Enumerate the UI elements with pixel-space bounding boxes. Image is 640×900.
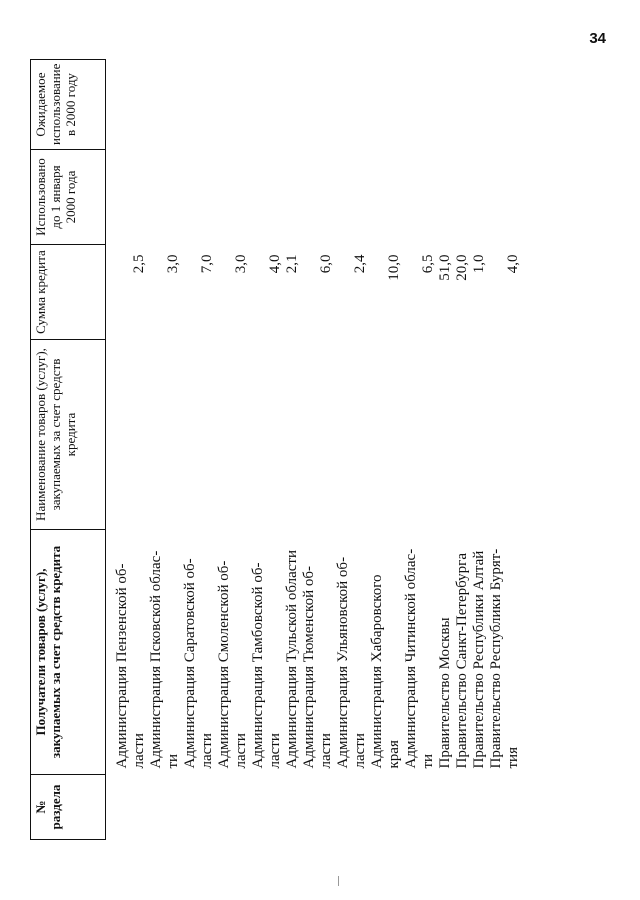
section-cell — [106, 775, 582, 840]
amount-value: 2,5 — [131, 254, 147, 274]
amount-value: 20,0 — [454, 254, 470, 281]
header-used: Использовано до 1 января 2000 года — [31, 150, 106, 245]
list-item: Администрация Читинской облас- ти — [403, 548, 436, 769]
list-item: Администрация Смоленской об- ласти — [216, 560, 249, 769]
list-item: Администрация Пензенской об- ласти — [114, 563, 147, 769]
list-item: Администрация Хабаровского края — [369, 574, 402, 769]
amount-value: 2,1 — [284, 254, 300, 274]
list-item: Правительство Москвы — [437, 617, 453, 769]
list-item: Правительство Республики Алтай — [471, 550, 487, 769]
list-item: Правительство Республики Бурят- тия — [488, 548, 521, 769]
list-item: Администрация Тамбовской об- ласти — [250, 562, 283, 769]
budget-table — [30, 59, 581, 840]
amount-value: 4,0 — [505, 254, 521, 274]
amount-value: 6,5 — [420, 254, 436, 274]
used-cell — [106, 150, 582, 245]
expected-cell — [106, 60, 582, 150]
recipients-cell — [106, 530, 582, 775]
scan-mark — [338, 876, 339, 886]
list-item: Администрация Ульяновской об- ласти — [335, 556, 368, 769]
rotated-page — [30, 60, 590, 840]
table-header-row — [31, 60, 106, 840]
header-amount: Сумма кредита — [31, 245, 106, 340]
header-expected: Ожидаемое использование в 2000 году — [31, 60, 106, 150]
list-item: Администрация Саратовской об- ласти — [182, 558, 215, 769]
table-body-row — [106, 60, 582, 840]
amount-value: 4,0 — [267, 254, 283, 274]
amount-value: 6,0 — [318, 254, 334, 274]
amount-value: 51,0 — [437, 254, 453, 281]
list-item: Правительство Санкт-Петербурга — [454, 553, 470, 769]
recipients-list — [106, 530, 522, 775]
amount-value: 7,0 — [199, 254, 215, 274]
amount-value: 3,0 — [165, 254, 181, 274]
amount-value: 3,0 — [233, 254, 249, 274]
list-item: Администрация Псковской облас- ти — [148, 550, 181, 769]
header-section: № раздела — [31, 775, 106, 840]
amount-value: 2,4 — [352, 254, 368, 274]
header-goods: Наименование товаров (услуг), закупаемых за счет средств кредита — [31, 340, 106, 530]
amounts-list — [106, 245, 522, 340]
list-item: Администрация Тульской области — [284, 550, 300, 769]
header-recipients: Получатели товаров (услуг), закупаемых за счет средств кредита — [31, 530, 106, 775]
page-number: 34 — [589, 30, 606, 47]
amount-value: 1,0 — [471, 254, 487, 274]
list-item: Администрация Тюменской об- ласти — [301, 566, 334, 769]
amount-cell — [106, 245, 582, 340]
goods-cell — [106, 340, 582, 530]
amount-value: 10,0 — [386, 254, 402, 281]
